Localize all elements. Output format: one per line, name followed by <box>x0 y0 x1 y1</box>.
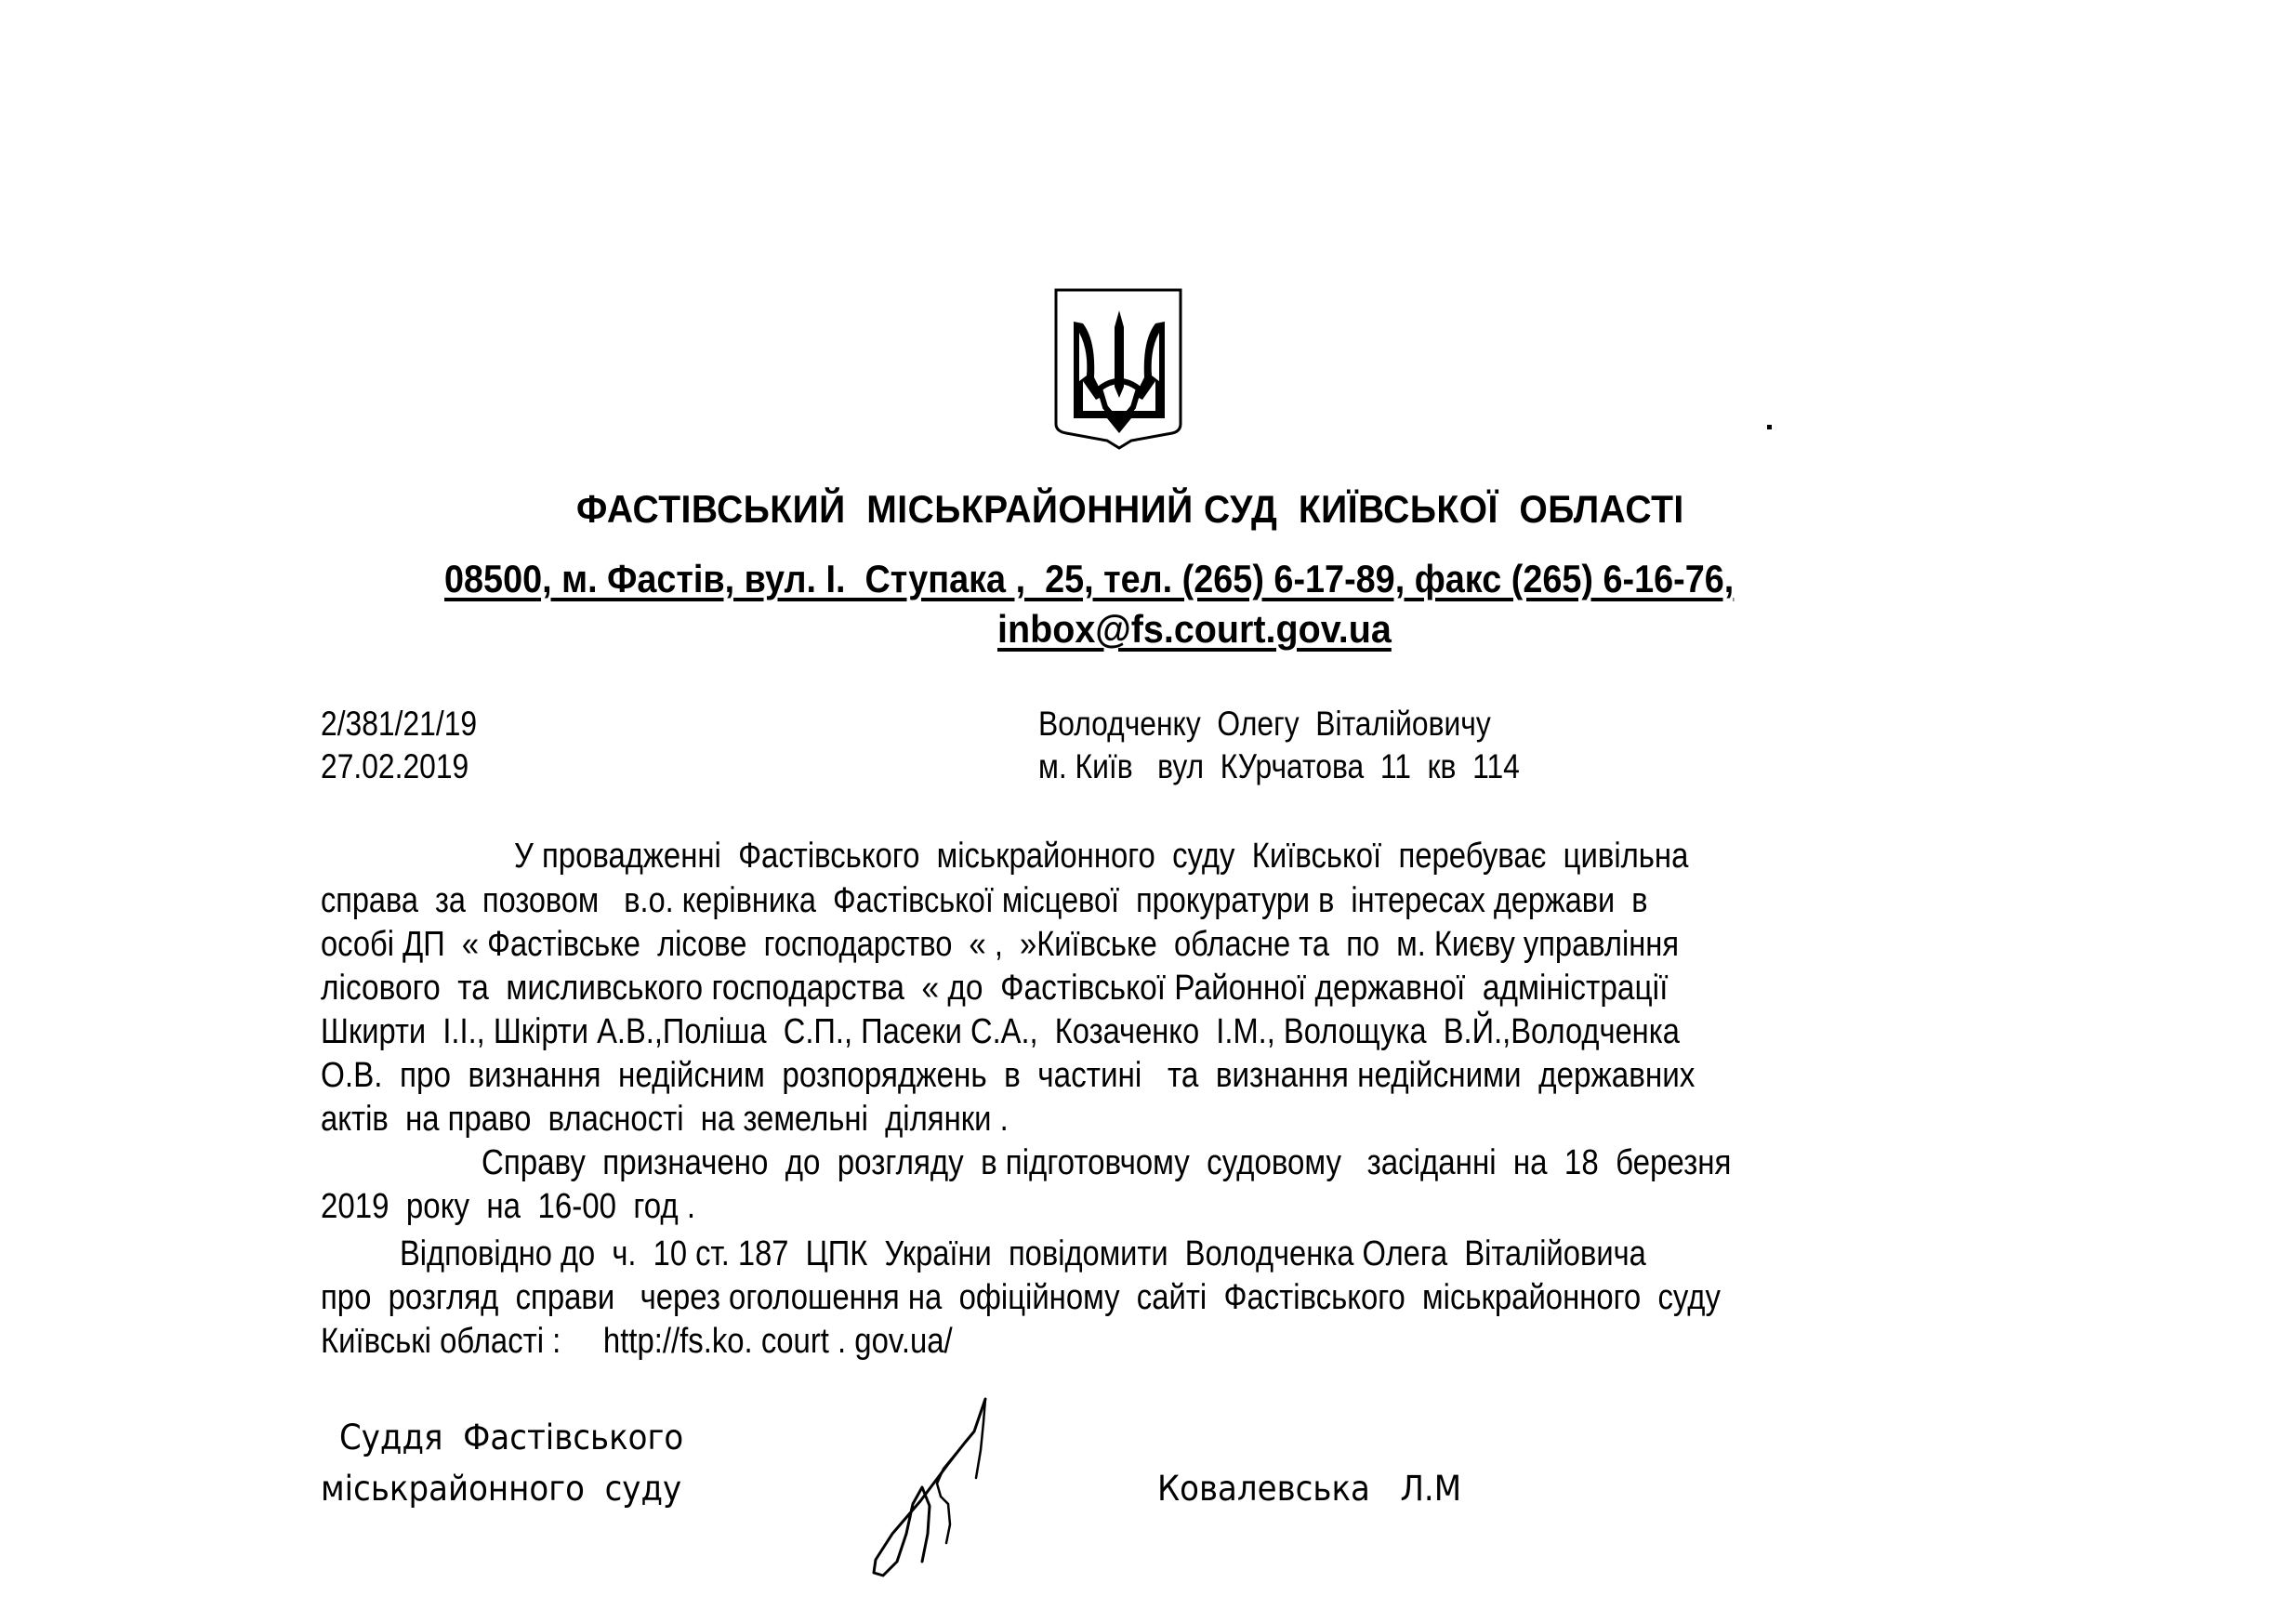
court-name-heading: ФАСТІВСЬКИЙ МІСЬКРАЙОННИЙ СУД КИЇВСЬКОЇ ОБЛАСТІ <box>576 487 1684 531</box>
handwritten-signature-icon <box>855 1394 995 1580</box>
ukraine-coat-of-arms-icon <box>1053 284 1185 450</box>
body-line: У провадженні Фастівського міськрайонного суду Київської перебуває цивільна <box>514 837 1689 876</box>
reference-date: 27.02.2019 <box>321 747 469 785</box>
recipient-name: Володченку Олегу Віталійовичу <box>1038 705 1491 743</box>
body-line: О.В. про визнання недійсним розпоряджень в частині та визнання недійсними державних <box>321 1056 1696 1095</box>
body-line: Відповідно до ч. 10 ст. 187 ЦПК України повідомити Володченка Олега Віталійовича <box>400 1234 1646 1273</box>
website-url-line: Київські області : http://fs.ko. court . gov.ua/ <box>321 1322 953 1361</box>
court-email-link[interactable]: inbox@fs.court.gov.ua <box>997 607 1392 651</box>
body-line: 2019 року на 16-00 год . <box>321 1187 696 1226</box>
scan-speck <box>1767 425 1772 429</box>
judge-title-line2: міськрайонного суду <box>321 1469 682 1509</box>
body-line: актів на право власності на земельні ділянки . <box>321 1100 1009 1139</box>
reference-number: 2/381/21/19 <box>321 705 478 743</box>
court-address: 08500, м. Фастів, вул. І. Ступака , 25, тел. (265) 6-17-89, факс (265) 6-16-76, <box>444 557 1735 600</box>
body-line: про розгляд справи через оголошення на офіційному сайті Фастівського міськрайонного суду <box>321 1278 1721 1317</box>
judge-name: Ковалевська Л.М <box>1157 1469 1462 1509</box>
body-line: лісового та мисливського господарства « до Фастівської Районної державної адміністрації <box>321 969 1669 1008</box>
judge-title-line1: Суддя Фастівського <box>339 1418 684 1457</box>
body-line: особі ДП « Фастівське лісове господарство « , »Київське обласне та по м. Києву управління <box>321 925 1680 964</box>
recipient-address: м. Київ вул КУрчатова 11 кв 114 <box>1038 747 1520 785</box>
body-line: Справу призначено до розгляду в підготовчому судовому засіданні на 18 березня <box>482 1143 1732 1182</box>
body-line: справа за позовом в.о. керівника Фастівської місцевої прокуратури в інтересах держави в <box>321 881 1648 920</box>
body-line: Шкирти І.І., Шкірти А.В.,Поліша С.П., Пасеки С.А., Козаченко І.М., Волощука В.Й.,Володченка <box>321 1012 1680 1051</box>
